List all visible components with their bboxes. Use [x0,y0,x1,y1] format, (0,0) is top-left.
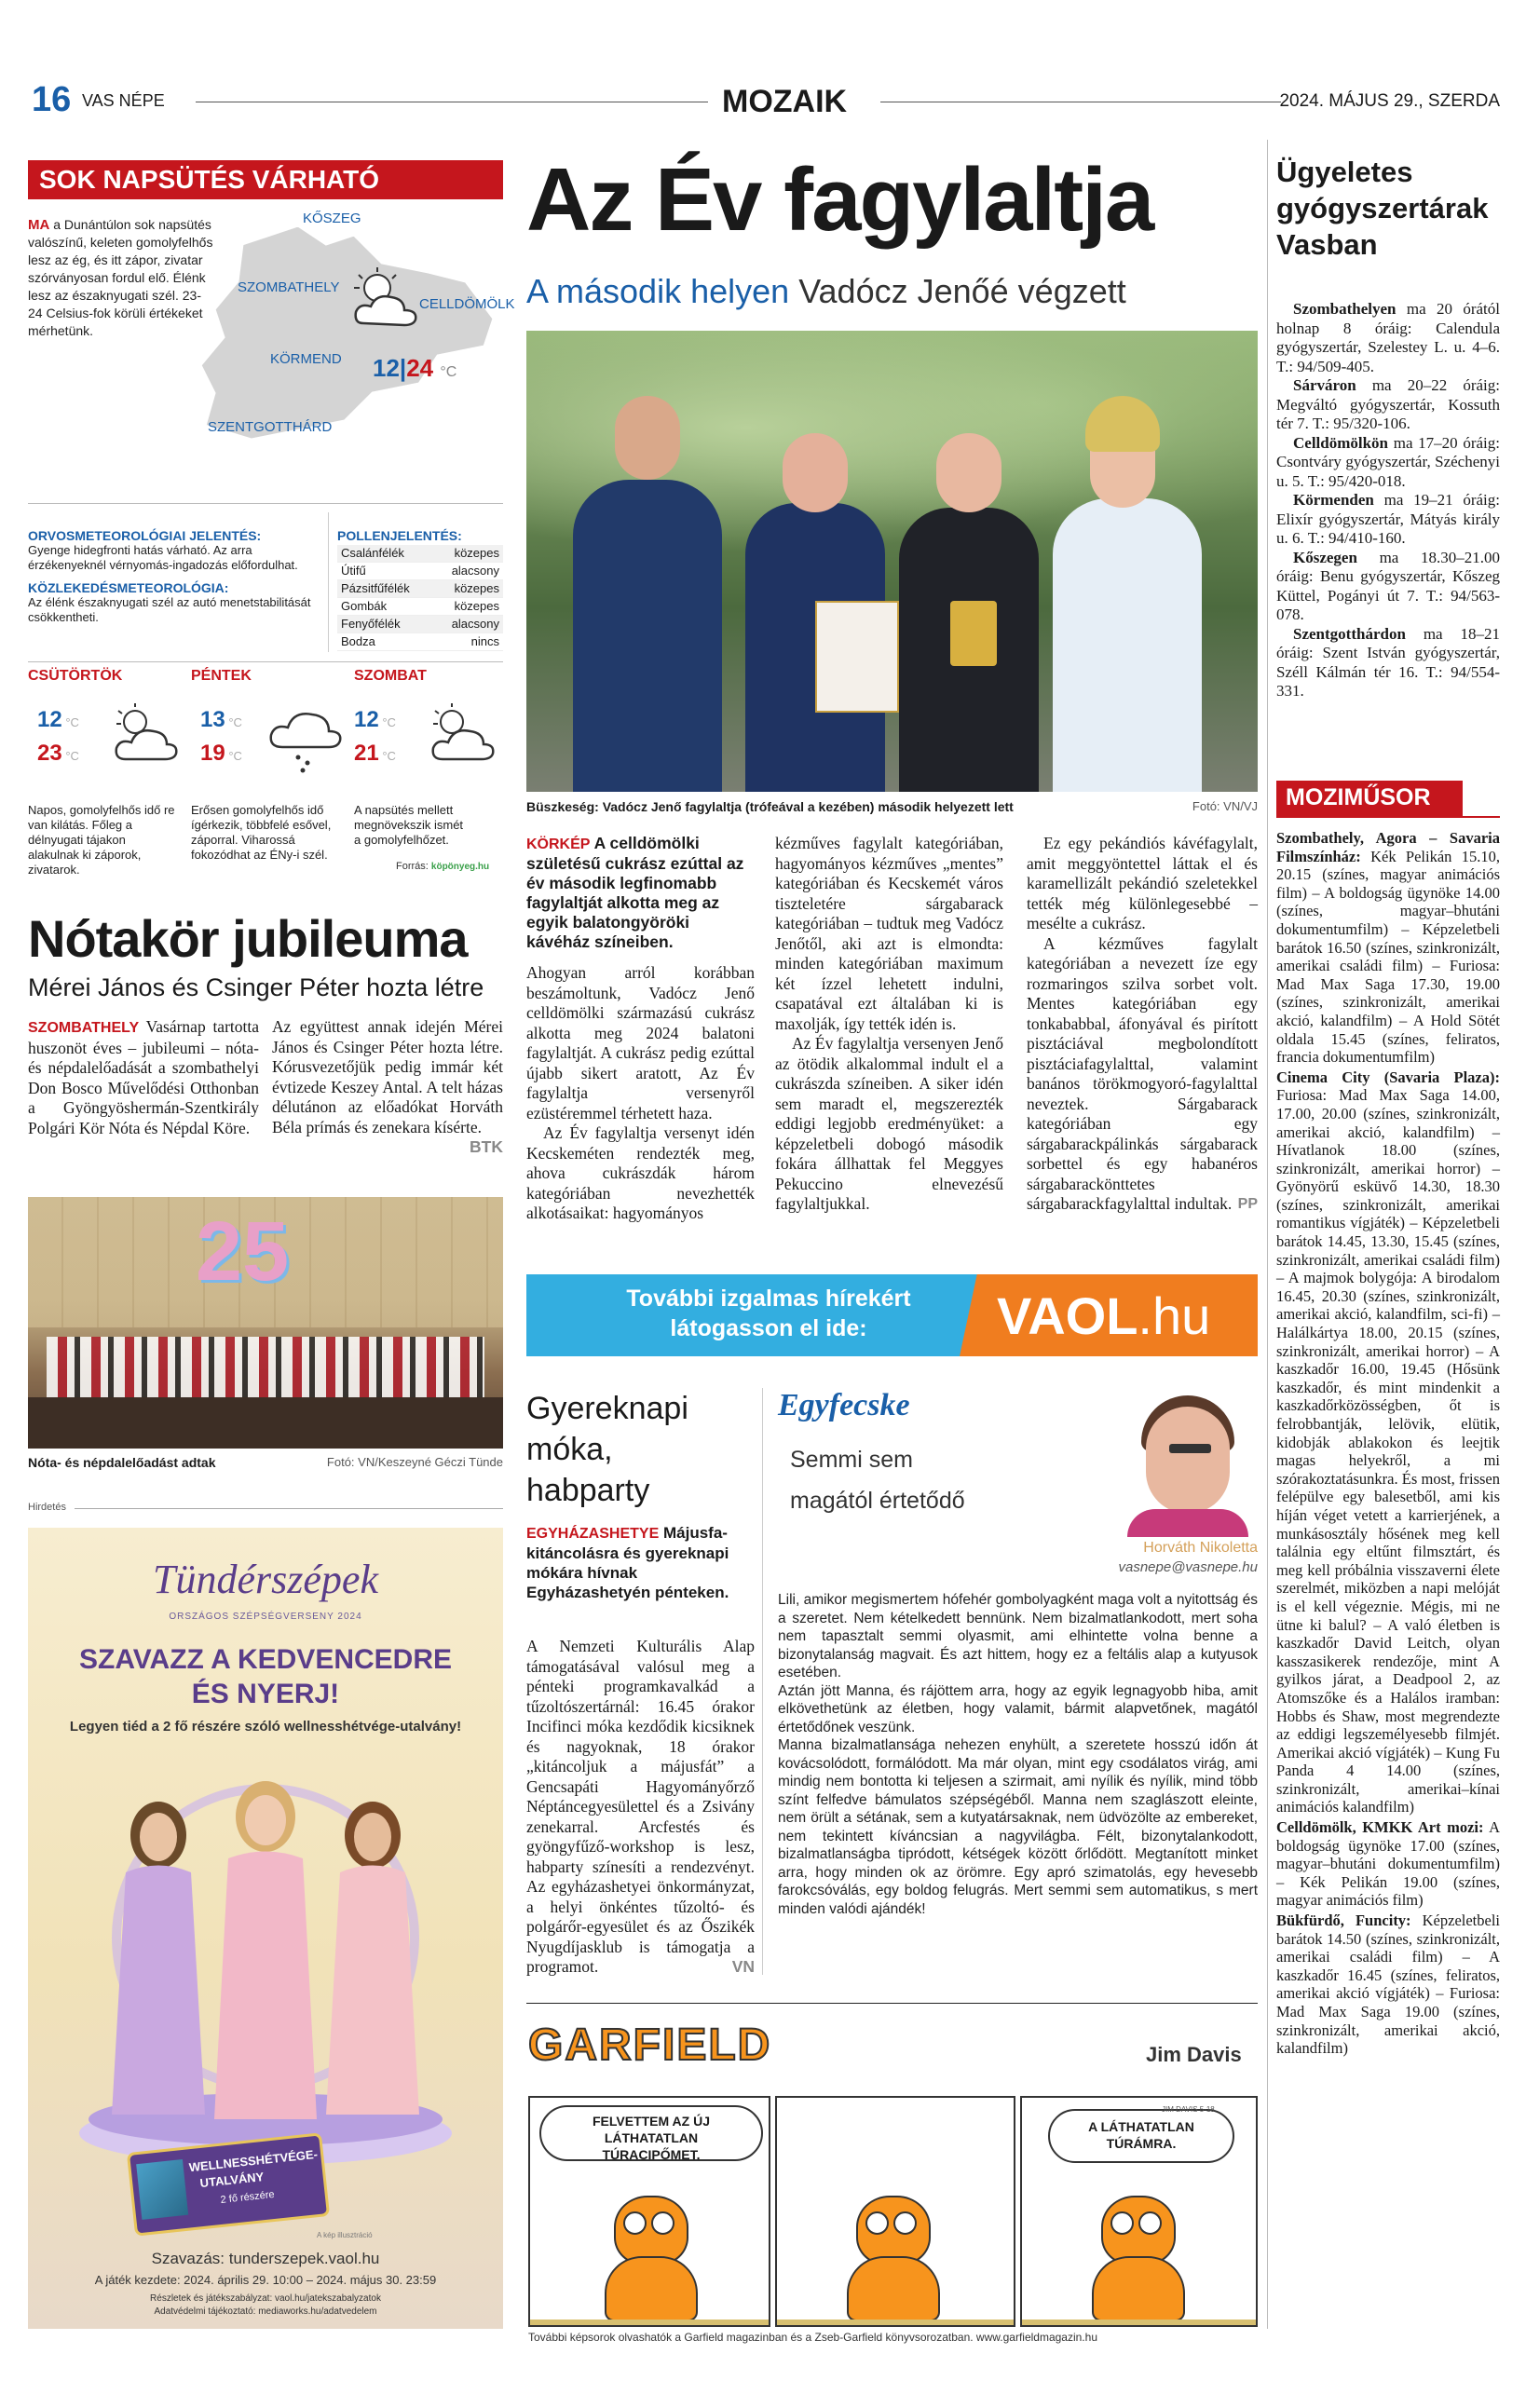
pollen-report: POLLENJELENTÉS: Csalánfélék közepes Útifű alacsony Pázsitfűfélék közepes Gombák közepes Fenyőfélék alacsony Bodza nincs [337,528,503,651]
fagylalt-col1: KÖRKÉP A celldömölki születésű cukrász ezúttal az év második legfinomabb fagylaltját alkotta meg az egyik balatongyöröki kávéház színeiben. Ahogyan arról korábban beszámoltunk, Vadócz Jenő celldömölki származású cukrász alkotta meg 2024 balatoni fagylaltját. A cukrász pedig ezúttal újabb sikert aratott, Az Év fagylaltja versenyről ezüstéremmel térhetett haza. Az Év fagylaltja versenyt idén Kecskeméten rendezték meg, ahova cukrászdák három kategóriában nevezhették alkotásaikat: hagyományos [526,834,755,1222]
page-header [28,80,1500,117]
pollen-row: Gombák közepes [337,598,503,616]
weather-source: Forrás: köpönyeg.hu [396,861,490,872]
section-title: MOZAIK [722,84,848,119]
garfield-panel-2 [775,2096,1015,2327]
ad-headline-2: ÉS NYERJ! [191,1679,340,1709]
weather-intro: MA a Dunántúlon sok napsütés valószínű, keleten gomolyfelhős lesz az ég, és itt zápor, zivatar szórványosan fordul elő. Élénk lesz az északnyugati szél. 23-24 Celsius-fok körüli értékeket mérhetünk. [28,217,213,338]
beauty-contest-ad[interactable]: Tündérszépek ORSZÁGOS SZÉPSÉGVERSENY 2024 SZAVAZZ A KEDVENCEDRE ÉS NYERJ! Legyen tiéd a 2 fő részére szóló wellnesshétvége-utalvány! WELLNESSHÉTVÉGE- UTALVÁNY 2 fő részére A kép illusztráció Szavazás: tunderszepek.vaol.hu A játék kezdete: 2024. április 29. 10:00 – 2024. május 30. 23:59 Részletek és játékszabályzat: vaol.hu/jatekszabalyzatok Adatvédelmi tájékoztató: mediaworks.hu/adatvedelem [28,1528,503,2329]
fagylalt-col3: Ez egy pekándiós kávéfagylalt, amit meggyöntettel láttak el és karamellizált pekándió szeletekkel tették még különlegesebbé – mesélte a cukrász. A kézműves fagylalt kategóriában a nevezett íze egy rozmaringos szilva sorbet volt. Mentes kategóriában egy tonkababbal, áfonyával és pirított pisztáciával megbolondított pisztáciafagylalttal, valamint banános törökmogyoró-fagylalttal neveztek. Sárgabarack kategóriában egy sárgabarackpálinkás sárgabarack sorbettel és egy habanéros sárgabarackönttetes sárgabarackfagylalttal indultak. PP [1027,834,1258,1213]
pharmacy-entry: Kőszegen ma 18.30–21.00 óráig: Benu gyógyszertár, Kőszeg Küttel, Pogányi út 7. T.: 94/563-078. [1276,548,1500,623]
fagylalt-col2: kézműves fagylalt kategóriában, hagyományos kézműves „mentes” kategóriában és Kecskemét város tiszteletére sárgabarack kategóriában – tudtuk meg Vadócz Jenőtől, aki azt is elmondta: minden kategóriában maximum két ízzel lehetett indulni, csapatával ezt általában ki is maxolják, így tették idén is. Az Év fagylaltja versenyen Jenő az ötödik alkalommal indult el a cukrászda színeiben. A siker idén sem maradt el, megszerezték eddigi legjobb eredményüket: a képzeletbeli dobogó második fokára állhattak fel Meggyes Pekuccino elnevezésű fagylaltjukkal. [775,834,1003,1213]
pharmacy-entry: Szentgotthárdon ma 18–21 óráig: Szent István gyógyszertár, Széll Kálmán tér 16. T.: 94/554-331. [1276,624,1500,700]
pharmacy-entry: Szombathelyen ma 20 órától holnap 8 óráig: Calendula gyógyszertár, Szelestey L. u. 4–6. T.: 94/509-405. [1276,300,1500,375]
notakor-caption-row: Nóta- és népdalelőadást adtak Fotó: VN/Keszeyné Géczi Tünde [28,1455,503,1470]
egyfecske-author: Horváth Nikoletta [1143,1540,1258,1556]
ad-tagline: Legyen tiéd a 2 fő részére szóló wellnesshétvége-utalvány! [69,1719,462,1735]
notakor-photo [28,1197,503,1449]
partly-cloudy-icon [424,696,498,770]
cinema-entry: Bükfürdő, Funcity: Képzeletbeli barátok 14.50 (színes, szinkronizált, amerikai családi film) – A kaszkadőr 16.45 (színes, feliratos, amerikai akció vígjáték) – Furiosa: Mad Max Saga 19.00 (színes, szinkronizált, amerikai akció, kalandfilm) [1276,1911,1501,2058]
partly-cloudy-icon [107,696,182,770]
ad-vote-url[interactable]: Szavazás: tunderszepek.vaol.hu [151,2250,380,2267]
cinema-entry: Celldömölk, KMKK Art mozi: A boldogság ügynöke 17.00 (színes, magyar–bhutáni dokumentumfilm) – Kék Pelikán 19.00 (színes, magyar animációs film) [1276,1818,1501,1910]
notakor-headline: Nótakör jubileuma [28,909,468,968]
ad-headline-1: SZAVAZZ A KEDVENCEDRE [78,1644,453,1675]
weather-box [28,160,515,887]
pollen-table [337,545,503,651]
wellness-voucher-badge: WELLNESSHÉTVÉGE- UTALVÁNY 2 fő részére [127,2132,330,2236]
map-town-celldomolk: CELLDÖMÖLK [419,296,515,312]
paper-name: VAS NÉPE [82,91,165,110]
gyereknap-headline: Gyereknapi móka, habparty [526,1391,688,1508]
pharmacy-list [1276,300,1500,701]
pollen-row: Bodza nincs [337,633,503,651]
gyereknap-body: A Nemzeti Kulturális Alap támogatásával valósul meg a pénteki programkavalkád a tűzoltószertárnál: 16.45 órakor Incifinci móka kezdődik kicsiknek és nagyoknak, 18 órakor „kitáncoljuk a májusfát” a Gencsapáti Hagyományőrző Néptáncegyesülettel és a Zsivány zenekarral. Arcfestés és gyöngyfűző-workshop is lesz, habparty színesíti a rendezvényt. Az egyházashetyei önkormányzat, a helyi önkéntes tűzoltó- és polgárőr-egyesület és az Őszikék Nyugdíjasklub is támogatja a programot. VN [526,1637,755,1976]
pharmacy-entry: Körmenden ma 19–21 óráig: Elixír gyógyszertár, Mátyás király u. 6. T.: 94/410-160. [1276,491,1501,547]
ad-contestants-illustration [56,1751,475,2170]
forecast-day-friday: PÉNTEK 13 °C 19 °C Erősen gomolyfelhős idő ígérkezik, többfelé esővel, záporral. Viharossá fokozódhat az ÉNy-i szél. [191,668,345,685]
notakor-col2: Az együttest annak idején Mérei János és Csinger Péter hozta létre. Kórusvezetőjük pedig immár két évtizede Keszey Antal. A telt házas délutánon az előadókat Horváth Béla prímás és zenekara kísérte. BTK [272,1017,503,1156]
cinema-entry: Cinema City (Savaria Plaza): Furiosa: Mad Max Saga 14.00, 17.00, 20.00 (színes, szinkronizált, amerikai akció, kalandfilm) – Hívatlanok 18.00 (színes, szinkronizált, amerikai horror) – Gyönyörű esküvő 14.30, 18.30 (színes, szinkronizált, amerikai romantikus vígjáték) – Képzeletbeli barátok 14.45, 13.30, 15.45 (színes, szinkronizált, amerikai családi film) – A majmok bolygója: A birodalom 16.45, 20.30 (színes, szinkronizált, amerikai akció, kalandfilm, sci-fi) – Halálkártya 18.00, 20.15 (színes, szinkronizált, amerikai horror) – A kaszkadőr 16.00, 19.45 (Hősünk kaszkadőr, és mint mindenkit a kaszkadőrközösségben, őt is felrobbantják, lelövik, elütik, kidobják ablakokon és leejtik magas helyekről, a mi szórakoztatásunkra. És most, frissen felépülve egy balesetből, ami kis híján véget vetett a karrierjének, a munkásosztály hősének meg kell találnia egy eltűnt filmsztárt, és meg kell próbálnia visszaverni élete szerelmét, miközben a napi melóját is el kell végeznie. Mégis, mi ne ütne ki balul? – A való életben is kaszkadőr David Leitch, olyan kasszasikerek rendezője, mint A gyilkos járat, a Deadpool 2, az Atomszőke és a Halálos iramban: Hobbs és Shaw, most megrendezte az eddigi legszemélyesebb filmjét. Amerikai akció vígjáték) – Kung Fu Panda 4 14.00 (színes, szinkronizált, amerikai–kínai animációs kalandfilm) [1276,1068,1500,1816]
pollen-row: Csalánfélék közepes [337,545,503,563]
cinema-title-bar: MOZIMŰSOR [1276,781,1463,816]
pollen-row: Pázsitfűfélék közepes [337,580,503,598]
map-town-szombathely: SZOMBATHELY [238,279,340,295]
egyfecske-subtitle: Semmi sem magától értetődő [790,1447,965,1514]
gyereknap-lead: EGYHÁZASHETYE Májusfa-kitáncolásra és gyereknapi mókára hívnak Egyházashetyén pénteken. [526,1524,729,1601]
jubilee-balloon-number: 25 [196,1205,290,1299]
pharmacy-entry: Sárváron ma 20–22 óráig: Megváltó gyógyszertár, Kossuth tér 7. T.: 95/320-106. [1276,376,1500,432]
garfield-logo: GARFIELD [528,2020,772,2070]
garfield-panel-1: FELVETTEM AZ ÚJ LÁTHATATLAN TÚRACIPŐMET. [528,2096,770,2327]
cinema-entry: Szombathely, Agora – Savaria Filmszínház: Kék Pelikán 15.10, 20.15 (színes, magyar animációs film) – A boldogság ügynöke 14.00 (színes, magyar–bhutáni dokumentumfilm) – Képzeletbeli barátok 16.50 (színes, szinkronizált, amerikai családi film) – Furiosa: Mad Max Saga 17.30, 19.00 (színes, szinkronizált, amerikai akció, kalandfilm) – A Hold Sötét oldala 15.45 (színes, feliratos, francia dokumentumfilm) [1276,829,1501,1067]
issue-date: 2024. MÁJUS 29., SZERDA [1279,91,1500,111]
fagylalt-subhead: A második helyen Vadócz Jenőé végzett [526,272,1126,310]
forecast-day-saturday: SZOMBAT 12 °C 21 °C A napsütés mellett megnövekszik ismét a gomolyfelhőzet. [354,668,503,685]
fagylalt-headline: Az Év fagylaltja [526,150,1153,250]
page-number: 16 [32,80,72,119]
vaol-banner[interactable]: További izgalmas hírekért látogasson el ide: VAOL.hu [526,1274,1258,1356]
vaol-logo: VAOL.hu [997,1286,1211,1345]
rain-cloud-icon [266,696,345,775]
ad-label: Hirdetés [28,1502,66,1513]
partly-cloudy-icon [345,267,429,333]
egyfecske-title: Egyfecske [778,1388,910,1422]
pharmacy-entry: Celldömölkön ma 17–20 óráig: Csontváry gyógyszertár, Széchenyi u. 5. T.: 95/420-018. [1276,433,1501,490]
egyfecske-body: Lili, amikor megismertem hófehér gombolyagként maga volt a nyitottság és a szeretet. Nem kételkedett bennünk. Nem bizalmatlankodott, mert soha nem tapasztalt semmi olyasmit, ami elhintette volna benne a bizonytalanság magvait. És azt hittem, hogy ez a feltális alap a kutyusok esetében. Aztán jött Manna, és rájöttem arra, hogy az egyik legnagyobb hiba, amit elkövethetünk az életben, hogy valamit, bármit alapvetőnek, magától értetődőnek veszünk. Manna bizalmatlansága nehezen enyhült, a szeretete hosszú időn át kovácsolódott, formálódott. Ma már olyan, mint egy csodálatos virág, ami mindig nem bontotta ki teljesen a szirmait, ami nyílik és nyílik, mind több színt felfedve bámulatos szépségéből. Manna nem szaglászott eleinte, nem örült a sétának, sem a kutyatársaknak, nem üdvözölte az embereket, nem tekintett kíváncsian a nagyvilágba. Félt, bizonytalankodott, bizalmatlanságba tipródott, kétségek között őrlődött. Megtanított minket arra, hogy minden ok az örömre. Egy apró szimatolás, egy hevesebb farokcsóválás, egy boldog felugrás. Mert semmi sem automatikus, s mert minden valódi ajándék! [778,1592,1258,1917]
pollen-row: Fenyőfélék alacsony [337,616,503,633]
map-town-koszeg: KŐSZEG [303,211,361,226]
pharmacy-title: Ügyeletes gyógyszertárak Vasban [1276,156,1489,261]
map-town-szentgotthard: SZENTGOTTHÁRD [208,419,333,435]
kopönyeg-logo: köpönyeg.hu [430,862,490,872]
fagylalt-caption-row: Büszkeség: Vadócz Jenő fagylaltja (trófeával a kezében) második helyezett lett Fotó: VN/VJ [526,799,1258,814]
weather-banner: SOK NAPSÜTÉS VÁRHATÓ [28,160,503,197]
today-temperature: 12|24 °C [373,354,457,382]
garfield-panel-3: A LÁTHATATLAN TÚRÁMRA. JIM DAVIS 5-18 [1020,2096,1258,2327]
garfield-author: Jim Davis [1146,2043,1242,2066]
egyfecske-email[interactable]: vasnepe@vasnepe.hu [1118,1559,1258,1575]
medical-weather: ORVOSMETEOROLÓGIAI JELENTÉS: Gyenge hidegfronti hatás várható. Az arra érzékenyeknél vérnyomás-ingadozás előfordulhat. KÖZLEKEDÉSMETEOROLÓGIA: Az élénk északnyugati szél az autó menetstabilitását csökkentheti. [28,528,311,624]
notakor-col1: SZOMBATHELY Vasárnap tartotta huszonöt éves – jubileumi – nóta- és népdalelőadását a szombathelyi Don Bosco Művelődési Otthonban a Gyöngyöshermán-Szentkirály Polgári Kör Nóta és Népdal Köre. [28,1017,260,1137]
pollen-row: Útifű alacsony [337,563,503,580]
ad-brand-logo: Tündérszépek [153,1557,378,1602]
forecast-day-thursday: CSÜTÖRTÖK 12 °C 23 °C Napos, gomolyfelhős idő re van kilátás. Főleg a délnyugati tájakon alakulnak ki záporok, zivatarok. [28,668,182,685]
cinema-listings [1276,829,1500,2060]
fagylalt-photo [526,331,1258,792]
garfield-footer: További képsorok olvashatók a Garfield magazinban és a Zseb-Garfield könyvsorozatban. www.garfieldmagazin.hu [528,2331,1097,2344]
author-portrait [1118,1388,1258,1537]
notakor-subhead: Mérei János és Csinger Péter hozta létre [28,973,484,1001]
map-town-kormend: KÖRMEND [270,351,342,367]
